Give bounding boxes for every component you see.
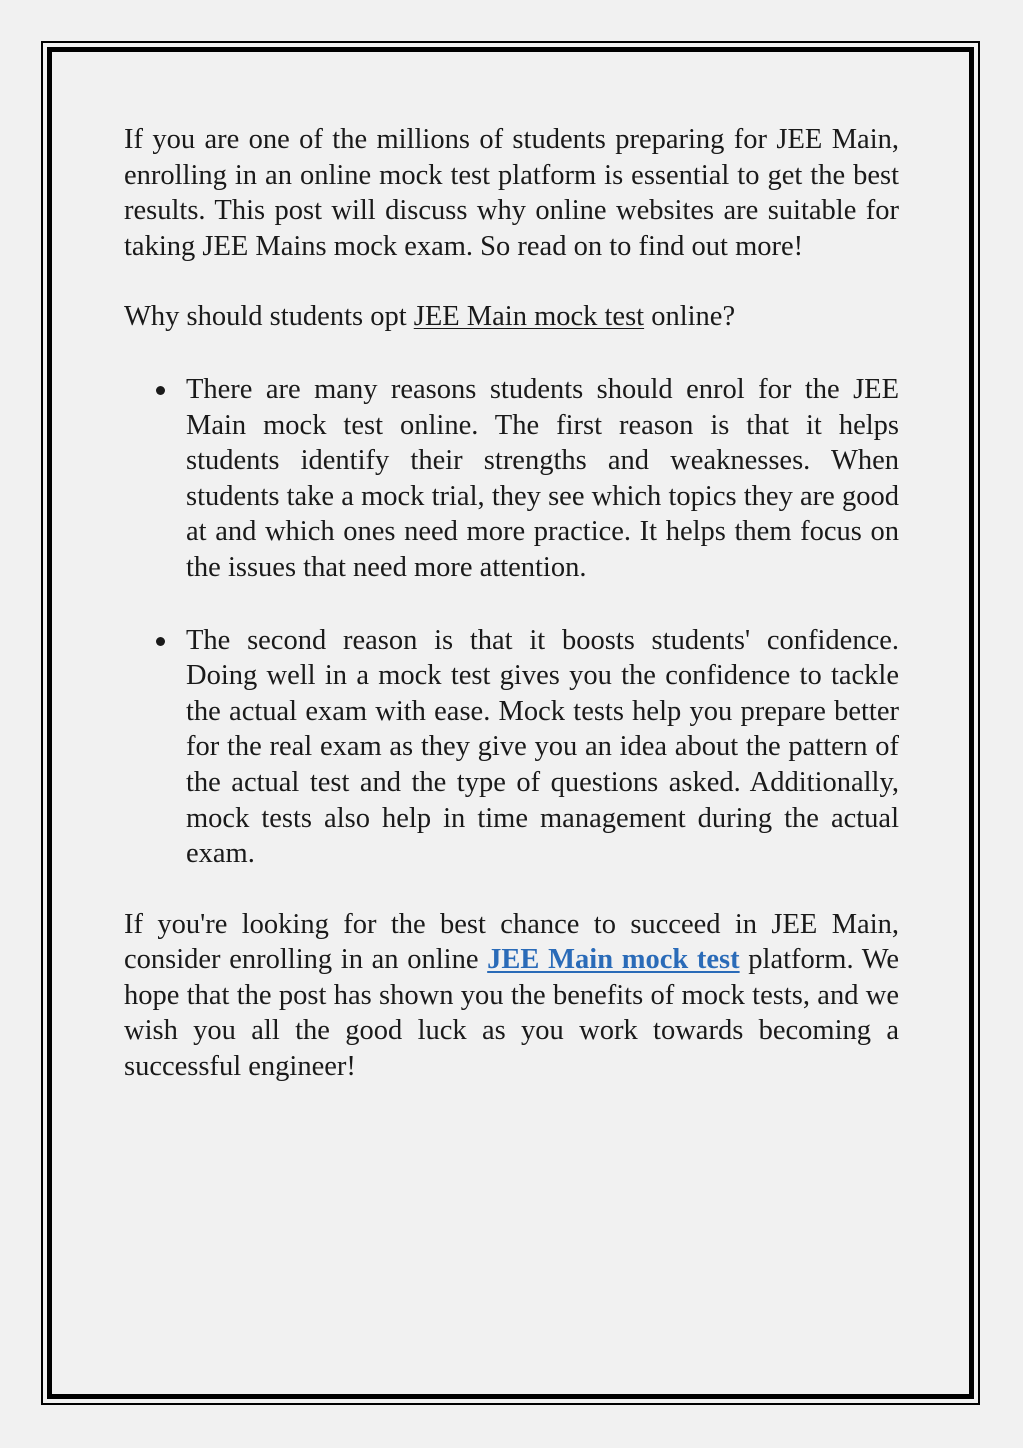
bullet-icon	[156, 637, 165, 646]
jee-main-mock-test-link[interactable]: JEE Main mock test	[413, 301, 645, 333]
closing-suffix: platform. We hope that the post has shown you the benefits of mock tests, and we wish you all the good luck as you work towards becoming a successful engineer!	[124, 944, 900, 1083]
list-item	[124, 372, 899, 586]
bullet-icon	[156, 386, 165, 395]
list-item	[124, 623, 899, 872]
question-prefix: Why should students opt	[124, 301, 414, 333]
article-body	[124, 122, 899, 1085]
list-item-text: There are many reasons students should enrol for the JEE Main mock test online. The first reason is that it helps students identify their strengths and weaknesses. When students take a mock trial, they see which topics they are good at and which ones need more practice. It helps them focus on the issues that need more attention.	[186, 373, 899, 583]
closing-paragraph	[124, 907, 899, 1085]
reasons-list	[124, 372, 899, 872]
question-suffix: online?	[644, 301, 736, 333]
jee-main-mock-test-platform-link[interactable]: JEE Main mock test	[487, 944, 740, 976]
intro-paragraph: If you are one of the millions of students preparing for JEE Main, enrolling in an online mock test platform is essential to get the best results. This post will discuss why online websites are suitable for taking JEE Mains mock exam. So read on to find out more!	[124, 124, 899, 262]
closing-prefix: If you're looking for the best chance to succeed in JEE Main, consider enrolling in an online	[124, 908, 899, 976]
list-item-text: The second reason is that it boosts students' confidence. Doing well in a mock test gives you the confidence to tackle the actual exam with ease. Mock tests help you prepare better for the real exam as they give you an idea about the pattern of the actual test and the type of questions asked. Additionally, mock tests also help in time management during the actual exam.	[186, 624, 899, 870]
question-paragraph	[124, 299, 899, 335]
